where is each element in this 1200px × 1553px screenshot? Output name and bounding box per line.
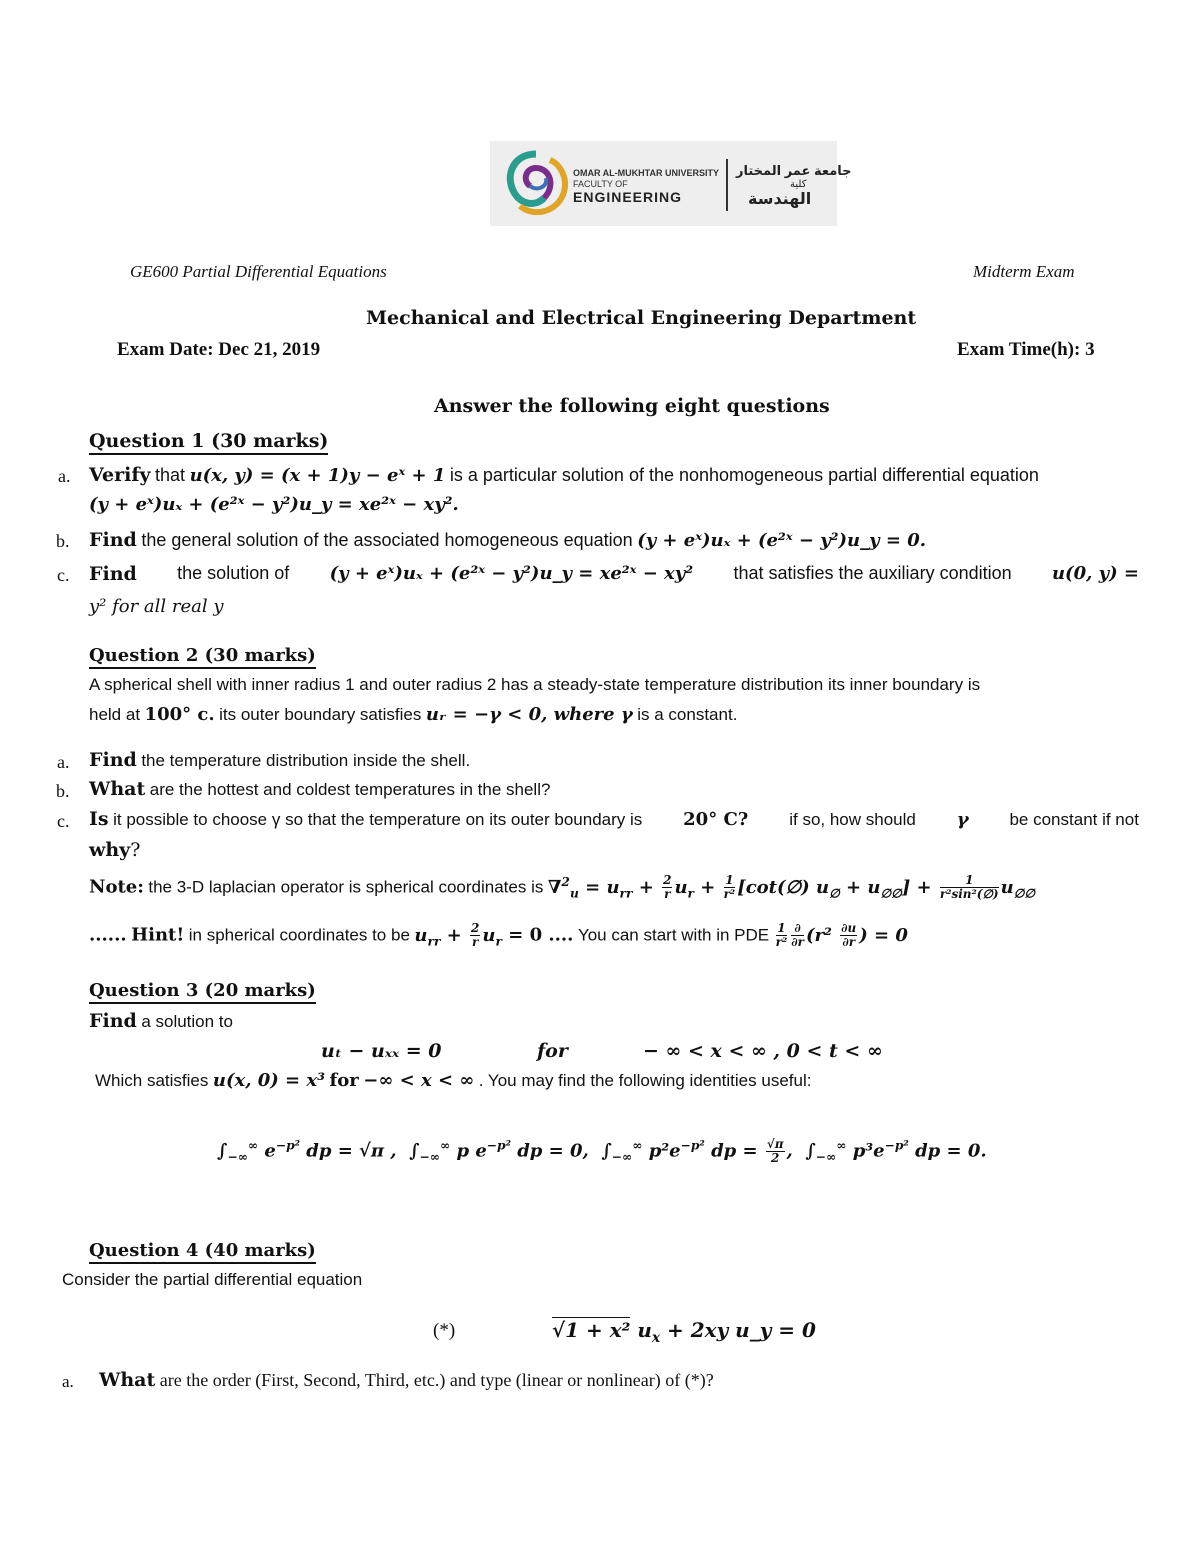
q2-note-line: Note: the 3-D laplacian operator is spherical coordinates is $\nabla^2_u = u_{rr}$ + $\frac{2}{r}$ $u_r$ + $\frac{1}{\text{r²}}$ [cot(∅) $u_\emptyset + u_{\emptyset\emptyset}$] + $\frac{1}{\text{r²sin²(∅)}}$ $u_{\emptyset\emptyset}$	[89, 873, 1036, 901]
q4-a-line: What are the order (First, Second, Third, etc.) and type (linear or nonlinear) of (*)?	[99, 1369, 714, 1391]
q1-c-line2: y² for all real y	[89, 596, 224, 617]
q1-title: Question 1 (30 marks)	[89, 430, 328, 452]
logo-en-line1: OMAR AL-MUKHTAR UNIVERSITY	[573, 168, 719, 178]
q1-c-label: c.	[57, 565, 70, 585]
q2-c-label: c.	[57, 811, 70, 831]
q2-c-line: Is it possible to choose γ so that the temperature on its outer boundary is 20° C? if so, how should γ be constant if not	[89, 808, 1139, 830]
q2-b-label: b.	[56, 781, 70, 801]
q1-c-line: Find the solution of (y + eˣ)uₓ + (e²ˣ − y²)u_y = xe²ˣ − xy² that satisfies the auxiliary condition u(0, y) =	[89, 563, 1139, 585]
course-title: GE600 Partial Differential Equations	[130, 262, 387, 281]
logo-divider	[726, 159, 728, 211]
q4-title: Question 4 (40 marks)	[89, 1240, 316, 1261]
q2-title: Question 2 (30 marks)	[89, 645, 316, 666]
hint-formula: $u_{rr}$ + $\frac{2}{r}$ $u_r$	[414, 921, 502, 949]
exam-type: Midterm Exam	[973, 262, 1075, 281]
q2-intro-line2: held at 100° c. its outer boundary satisfies uᵣ = −γ < 0, where γ is a constant.	[89, 704, 738, 725]
department-title: Mechanical and Electrical Engineering Department	[366, 307, 917, 329]
q2-a-label: a.	[57, 752, 70, 772]
exam-time: Exam Time(h): 3	[957, 339, 1095, 360]
q1-a-line: Verify that u(x, y) = (x + 1)y − eˣ + 1 is a particular solution of the nonhomogeneous partial differential equation	[89, 464, 1039, 486]
q3-heat-equation: uₜ − uₓₓ = 0	[321, 1040, 442, 1062]
logo-en-line3: ENGINEERING	[573, 189, 683, 205]
pde-formula: $\frac{1}{\text{r²}}$ $\frac{\partial}{\partial r}$ (r² $\frac{\partial u}{\partial r}$ ) = 0	[775, 921, 908, 949]
q4-equation: √1 + x² $u_x + 2xy$ u_y = 0	[552, 1318, 816, 1346]
q2-hint-line: ...... Hint! in spherical coordinates to be $u_{rr}$ + $\frac{2}{r}$ $u_r = 0$ .... You can start with in PDE $\frac{1}{\text{r²}}$ $\frac{\partial}{\partial r}$ (r² $\frac{\partial u}{\partial r}$ ) = 0	[89, 921, 908, 949]
logo-en-line2: FACULTY OF	[573, 179, 628, 189]
q4-equation-label: (*)	[433, 1320, 456, 1341]
q4-intro: Consider the partial differential equation	[62, 1270, 363, 1289]
q3-identities: $\int_{-\infty}^\infty$ $e^{-p^2}$ dp = √π , $\int_{-\infty}^\infty$ p $e^{-p^2}$ dp = 0, $\int_{-\infty}^\infty$ $p^2e^{-p^2}$ dp = $\frac{√\pi}{2}$ , $\int_{-\infty}^\infty$ $p^3e^{-p^2}$ dp = 0.	[217, 1137, 987, 1165]
instruction: Answer the following eight questions	[434, 395, 830, 417]
q3-domain: − ∞ < x < ∞ , 0 < t < ∞	[643, 1040, 883, 1062]
q1-a-equation: u(x, y) = (x + 1)y − eˣ + 1	[189, 465, 446, 486]
q1-a-equation2: (y + eˣ)uₓ + (e²ˣ − y²)u_y = xe²ˣ − xy².	[89, 494, 459, 515]
q3-for: for	[537, 1040, 568, 1062]
q2-a-line: Find the temperature distribution inside the shell.	[89, 749, 471, 771]
q3-find-line: Find a solution to	[89, 1010, 233, 1032]
q1-b-label: b.	[56, 531, 70, 551]
university-logo	[490, 141, 852, 226]
q2-c-why: why?	[89, 839, 141, 861]
q2-intro-line1: A spherical shell with inner radius 1 and outer radius 2 has a steady-state temperature distribution its inner boundary is	[89, 675, 981, 694]
exam-date: Exam Date: Dec 21, 2019	[117, 339, 321, 360]
q2-b-line: What are the hottest and coldest temperatures in the shell?	[89, 778, 551, 800]
logo-emblem-icon	[498, 146, 573, 221]
logo-ar-line1: جامعة عمر المختار	[736, 163, 852, 178]
laplacian-formula: $\nabla^2_u = u_{rr}$ + $\frac{2}{r}$ $u_r$ + $\frac{1}{\text{r²}}$ [cot(∅) $u_\emptyset + u_{\emptyset\emptyset}$] + $\frac{1}{\text{r²sin²(∅)}}$ $u_{\emptyset\emptyset}$	[547, 873, 1036, 901]
q4-a-label: a.	[62, 1372, 74, 1391]
logo-ar-line2: كلية	[790, 179, 807, 190]
q3-title: Question 3 (20 marks)	[89, 980, 316, 1001]
logo-ar-line3: الهندسة	[748, 191, 812, 208]
q1-b-line: Find the general solution of the associated homogeneous equation (y + eˣ)uₓ + (e²ˣ − y²)u_y = 0.	[89, 529, 927, 551]
q3-condition-line: Which satisfies u(x, 0) = x³ for −∞ < x < ∞ . You may find the following identities useful:	[95, 1070, 812, 1091]
q1-a-label: a.	[58, 466, 71, 486]
